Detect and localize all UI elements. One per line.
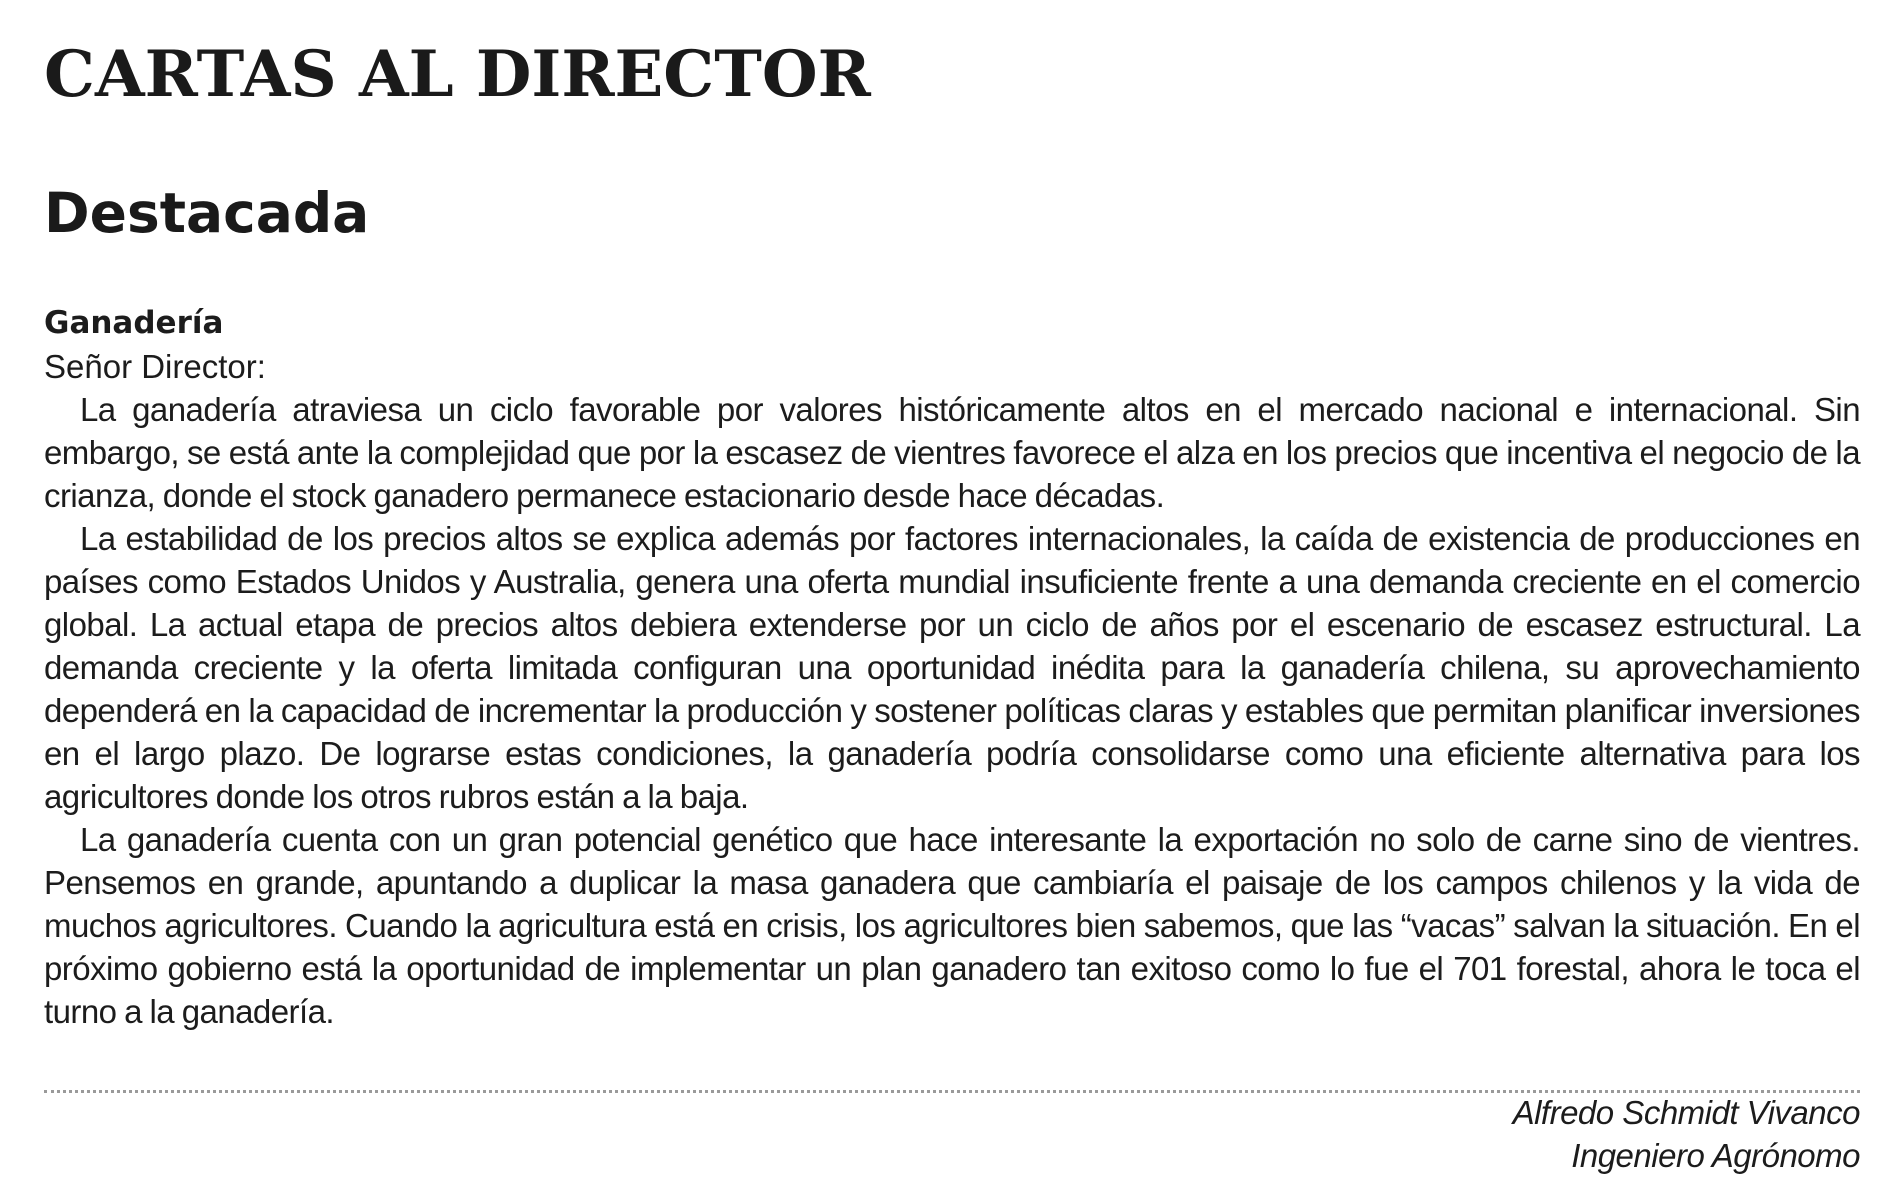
section-title: CARTAS AL DIRECTOR — [44, 37, 871, 112]
letter-paragraph-2: La estabilidad de los precios altos se explica además por factores internacionales, la caída de existencia de producciones en países como Estados Unidos y Australia, genera una oferta mundial insuficiente frente a una demanda creciente en el comercio global. La actual etapa de precios altos debiera extenderse por un ciclo de años por el escenario de escasez estructural. La demanda creciente y la oferta limitada configuran una oportunidad inédita para la ganadería chilena, su aprovechamiento dependerá en la capacidad de incrementar la producción y sostener políticas claras y estables que permitan planificar inversiones en el largo plazo. De lograrse estas condiciones, la ganadería podría consolidarse como una eficiente alternativa para los agricultores donde los otros rubros están a la baja. — [44, 520, 1860, 815]
letters-page — [44, 30, 1860, 1177]
signature-role: Ingeniero Agrónomo — [1571, 1137, 1860, 1174]
subsection-title: Destacada — [44, 181, 370, 245]
letter-paragraph-3: La ganadería cuenta con un gran potencial genético que hace interesante la exportación no solo de carne sino de vientres. Pensemos en grande, apuntando a duplicar la masa ganadera que cambiaría el paisaje de los campos chilenos y la vida de muchos agricultores. Cuando la agricultura está en crisis, los agricultores bien sabemos, que las “vacas” salvan la situación. En el próximo gobierno está la oportunidad de implementar un plan ganadero tan exitoso como lo fue el 701 forestal, ahora le toca el turno a la ganadería. — [44, 821, 1860, 1030]
letter-salutation: Señor Director: — [44, 348, 266, 385]
letter-title: Ganadería — [44, 305, 224, 341]
signature-name: Alfredo Schmidt Vivanco — [1512, 1094, 1860, 1131]
letter-paragraph-1: La ganadería atraviesa un ciclo favorable por valores históricamente altos en el mercado nacional e internacional. Sin embargo, se está ante la complejidad que por la escasez de vientres favorece el alza en los precios que incentiva el negocio de la crianza, donde el stock ganadero permanece estacionario desde hace décadas. — [44, 391, 1860, 514]
letter — [44, 302, 1860, 1177]
dotted-divider — [44, 1090, 1860, 1093]
letter-signature — [44, 1091, 1860, 1177]
